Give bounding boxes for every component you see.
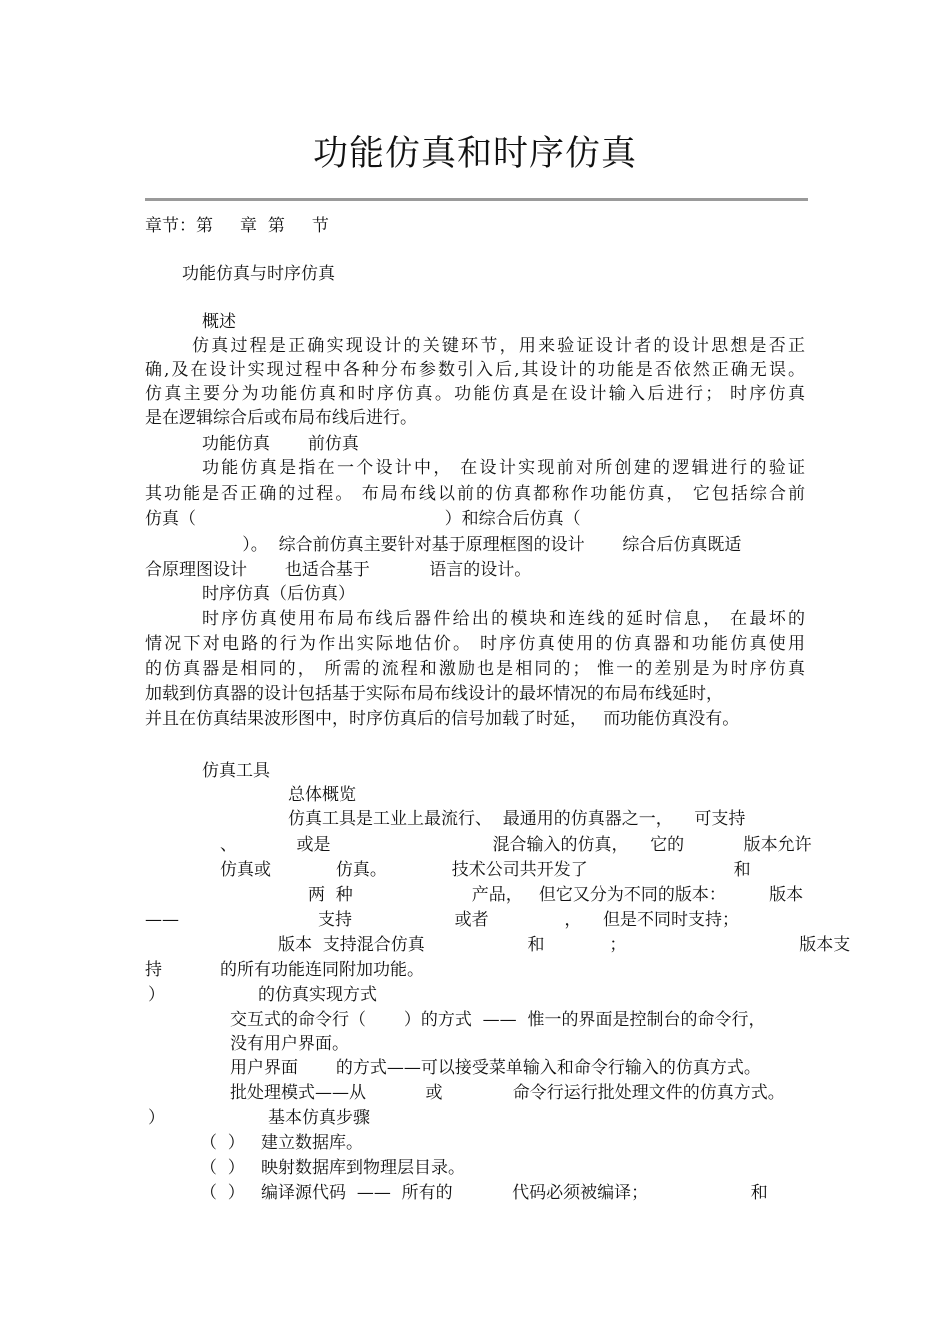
timing-line-4: 加载到仿真器的设计包括基于实际布局布线设计的最坏情况的布局布线延时， [145, 684, 723, 704]
section-impl-marker: ） [148, 985, 165, 1005]
heading-main: 功能仿真与时序仿真 [182, 264, 335, 284]
functional-line-3: 仿真（ ）和综合后仿真（ [145, 509, 581, 529]
tools-line-6: 版本 支持混合仿真 和 ； 版本支 [278, 935, 851, 955]
impl-line-1: 交互式的命令行（ ）的方式 —— 惟一的界面是控制台的命令行， [230, 1010, 766, 1030]
step-2: （ ） 映射数据库到物理层目录。 [200, 1158, 466, 1178]
timing-line-1: 时序仿真使用布局布线后器件给出的模块和连线的延时信息， 在最坏的 [202, 609, 805, 629]
tools-line-5-dash: —— [145, 910, 179, 930]
page-title: 功能仿真和时序仿真 [312, 134, 637, 174]
tools-line-2: 、 或是 混合输入的仿真， 它的 版本允许 [220, 835, 812, 855]
impl-line-2: 没有用户界面。 [230, 1034, 349, 1054]
section-steps-title: 基本仿真步骤 [268, 1108, 370, 1128]
heading-tools: 仿真工具 [202, 761, 270, 781]
tools-line-7: 的所有功能连同附加功能。 [220, 960, 424, 980]
overview-line-3: 仿真主要分为功能仿真和时序仿真。功能仿真是在设计输入后进行； 时序仿真 [145, 384, 805, 404]
subheading-overview: 总体概览 [288, 785, 356, 805]
heading-functional: 功能仿真 前仿真 [202, 434, 359, 454]
functional-line-1: 功能仿真是指在一个设计中， 在设计实现前对所创建的逻辑进行的验证 [202, 458, 805, 478]
section-impl-title: 的仿真实现方式 [258, 985, 377, 1005]
functional-line-4: ）。 综合前仿真主要针对基于原理框图的设计 综合后仿真既适 [145, 535, 742, 555]
section-steps-marker: ） [148, 1108, 165, 1128]
step-3: （ ） 编译源代码 —— 所有的 代码必须被编译； 和 [200, 1183, 768, 1203]
tools-line-3: 仿真或 仿真。 技术公司共开发了 和 [220, 860, 751, 880]
tools-line-5: 支持 或者 ， 但是不同时支持； [318, 910, 739, 930]
functional-line-2: 其功能是否正确的过程。 布局布线以前的仿真都称作功能仿真， 它包括综合前 [145, 484, 805, 504]
heading-timing: 时序仿真（后仿真） [202, 584, 355, 604]
functional-line-5: 合原理图设计 也适合基于 语言的设计。 [145, 560, 532, 580]
impl-line-3: 用户界面 的方式——可以接受菜单输入和命令行输入的仿真方式。 [230, 1058, 761, 1078]
tools-line-1: 仿真工具是工业上最流行、 最通用的仿真器之一， 可支持 [288, 809, 746, 829]
chapter-line: 章节：第 章 第 节 [145, 216, 329, 236]
overview-line-2: 确,及在设计实现过程中各种分布参数引入后,其设计的功能是否依然正确无误。 [145, 360, 805, 380]
step-1: （ ） 建立数据库。 [200, 1133, 364, 1153]
tools-line-7-start: 持 [145, 960, 162, 980]
overview-line-1: 仿真过程是正确实现设计的关键环节，用来验证设计者的设计思想是否正 [192, 336, 805, 356]
timing-line-2: 情况下对电路的行为作出实际地估价。 时序仿真使用的仿真器和功能仿真使用 [145, 634, 805, 654]
heading-overview: 概述 [202, 312, 236, 332]
tools-line-4: 两 种 产品， 但它又分为不同的版本： 版本 [308, 885, 804, 905]
timing-line-5: 并且在仿真结果波形图中，时序仿真后的信号加载了时延， 而功能仿真没有。 [145, 709, 740, 729]
impl-line-4: 批处理模式——从 或 命令行运行批处理文件的仿真方式。 [230, 1083, 785, 1103]
overview-line-4: 是在逻辑综合后或布局布线后进行。 [145, 408, 417, 428]
timing-line-3: 的仿真器是相同的， 所需的流程和激励也是相同的； 惟一的差别是为时序仿真 [145, 659, 805, 679]
title-divider [145, 198, 808, 201]
